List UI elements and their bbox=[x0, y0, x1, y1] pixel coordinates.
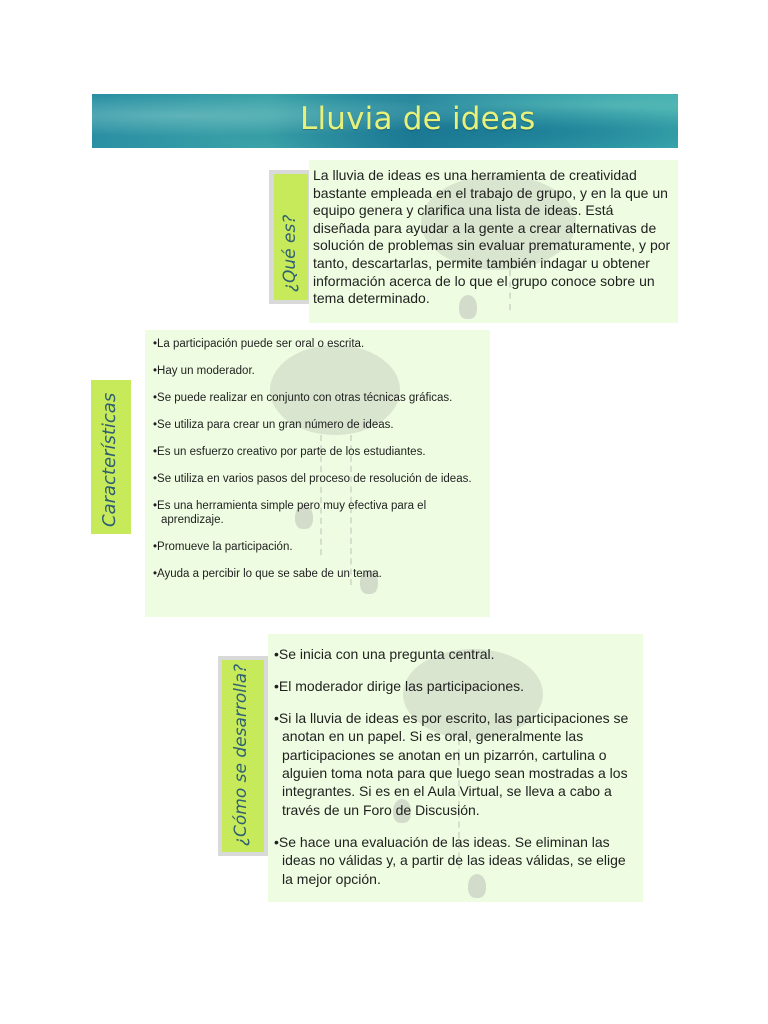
list-item: •La participación puede ser oral o escrita. bbox=[153, 338, 365, 350]
que-es-label: ¿Qué es? bbox=[280, 214, 300, 292]
como-label-background bbox=[222, 660, 264, 852]
como-list bbox=[274, 645, 638, 888]
header-banner bbox=[92, 94, 678, 148]
list-item: •Se hace una evaluación de las ideas. Se eliminan las ideas no válidas y, a partir de las ideas válidas, se elige la mejor opción. bbox=[274, 833, 626, 887]
que-es-panel bbox=[309, 160, 678, 323]
caracteristicas-label: Características bbox=[99, 392, 120, 527]
page-title: Lluvia de ideas bbox=[300, 101, 536, 137]
list-item: •Es un esfuerzo creativo por parte de los estudiantes. bbox=[153, 446, 426, 458]
caracteristicas-panel bbox=[145, 330, 490, 617]
como-panel bbox=[268, 634, 643, 902]
list-item: •Se utiliza en varios pasos del proceso de resolución de ideas. bbox=[153, 473, 472, 485]
que-es-text: La lluvia de ideas es una herramienta de creatividad bastante empleada en el trabajo de grupo, y en la que un equipo genera y clarifica una lista de ideas. Está diseñada para ayudar a la gente a crear alternativas de solución de problemas sin evaluar prematuramente, y por tanto, descartarlas, permite también indagar u obtener información acerca de lo que el grupo conoce sobre un tema determinado. bbox=[313, 167, 671, 307]
list-item: •Ayuda a percibir lo que se sabe de un tema. bbox=[153, 567, 382, 580]
list-item: •El moderador dirige las participaciones. bbox=[274, 677, 525, 694]
caracteristicas-label-background bbox=[91, 380, 131, 534]
list-item: •Se utiliza para crear un gran número de ideas. bbox=[153, 419, 394, 431]
list-item: •Se inicia con una pregunta central. bbox=[274, 646, 495, 662]
list-item: •Hay un moderador. bbox=[153, 365, 255, 377]
caracteristicas-list bbox=[153, 338, 478, 581]
list-item: •Es una herramienta simple pero muy efectiva para el aprendizaje. bbox=[153, 500, 427, 526]
list-item: •Si la lluvia de ideas es por escrito, las participaciones se anotan en un papel. Si es oral, generalmente las participaciones se anotan en un pizarrón, cartulina o alguien toma nota para que luego sean mostradas a los integrantes. Si es en el Aula Virtual, se lleva a cabo a través de un Foro de Discusión. bbox=[274, 709, 629, 818]
como-label: ¿Cómo se desarrolla? bbox=[231, 663, 251, 846]
que-es-label-background bbox=[274, 174, 308, 300]
list-item: •Se puede realizar en conjunto con otras técnicas gráficas. bbox=[153, 392, 453, 404]
list-item: •Promueve la participación. bbox=[153, 540, 293, 553]
